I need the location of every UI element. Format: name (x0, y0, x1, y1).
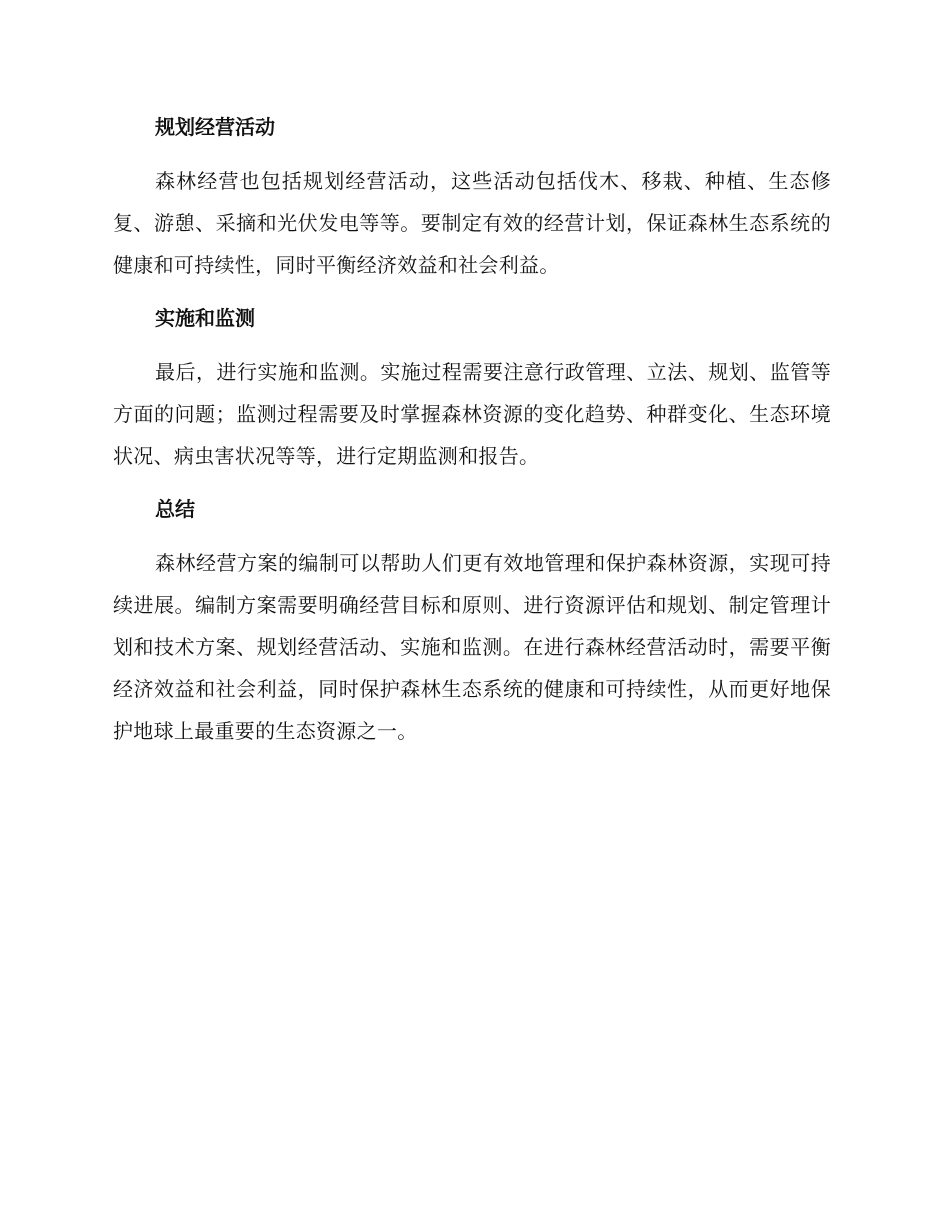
section-heading: 实施和监测 (155, 306, 255, 330)
section-planning (113, 108, 831, 286)
section-paragraph: 森林经营方案的编制可以帮助人们更有效地管理和保护森林资源，实现可持续进展。编制方案需要明确经营目标和原则、进行资源评估和规划、制定管理计划和技术方案、规划经营活动、实施和监测。在进行森林经营活动时，需要平衡经济效益和社会利益，同时保护森林生态系统的健康和可持续性，从而更好地保护地球上最重要的生态资源之一。 (113, 551, 831, 743)
section-summary (113, 490, 831, 752)
section-heading: 规划经营活动 (155, 115, 275, 139)
section-paragraph: 最后，进行实施和监测。实施过程需要注意行政管理、立法、规划、监管等方面的问题；监测过程需要及时掌握森林资源的变化趋势、种群变化、生态环境状况、病虫害状况等等，进行定期监测和报告。 (113, 360, 831, 468)
section-paragraph: 森林经营也包括规划经营活动，这些活动包括伐木、移栽、种植、生态修复、游憩、采摘和光伏发电等等。要制定有效的经营计划，保证森林生态系统的健康和可持续性，同时平衡经济效益和社会利益。 (113, 169, 831, 277)
section-heading: 总结 (155, 497, 195, 521)
section-implementation (113, 299, 831, 477)
document-page (113, 108, 831, 765)
